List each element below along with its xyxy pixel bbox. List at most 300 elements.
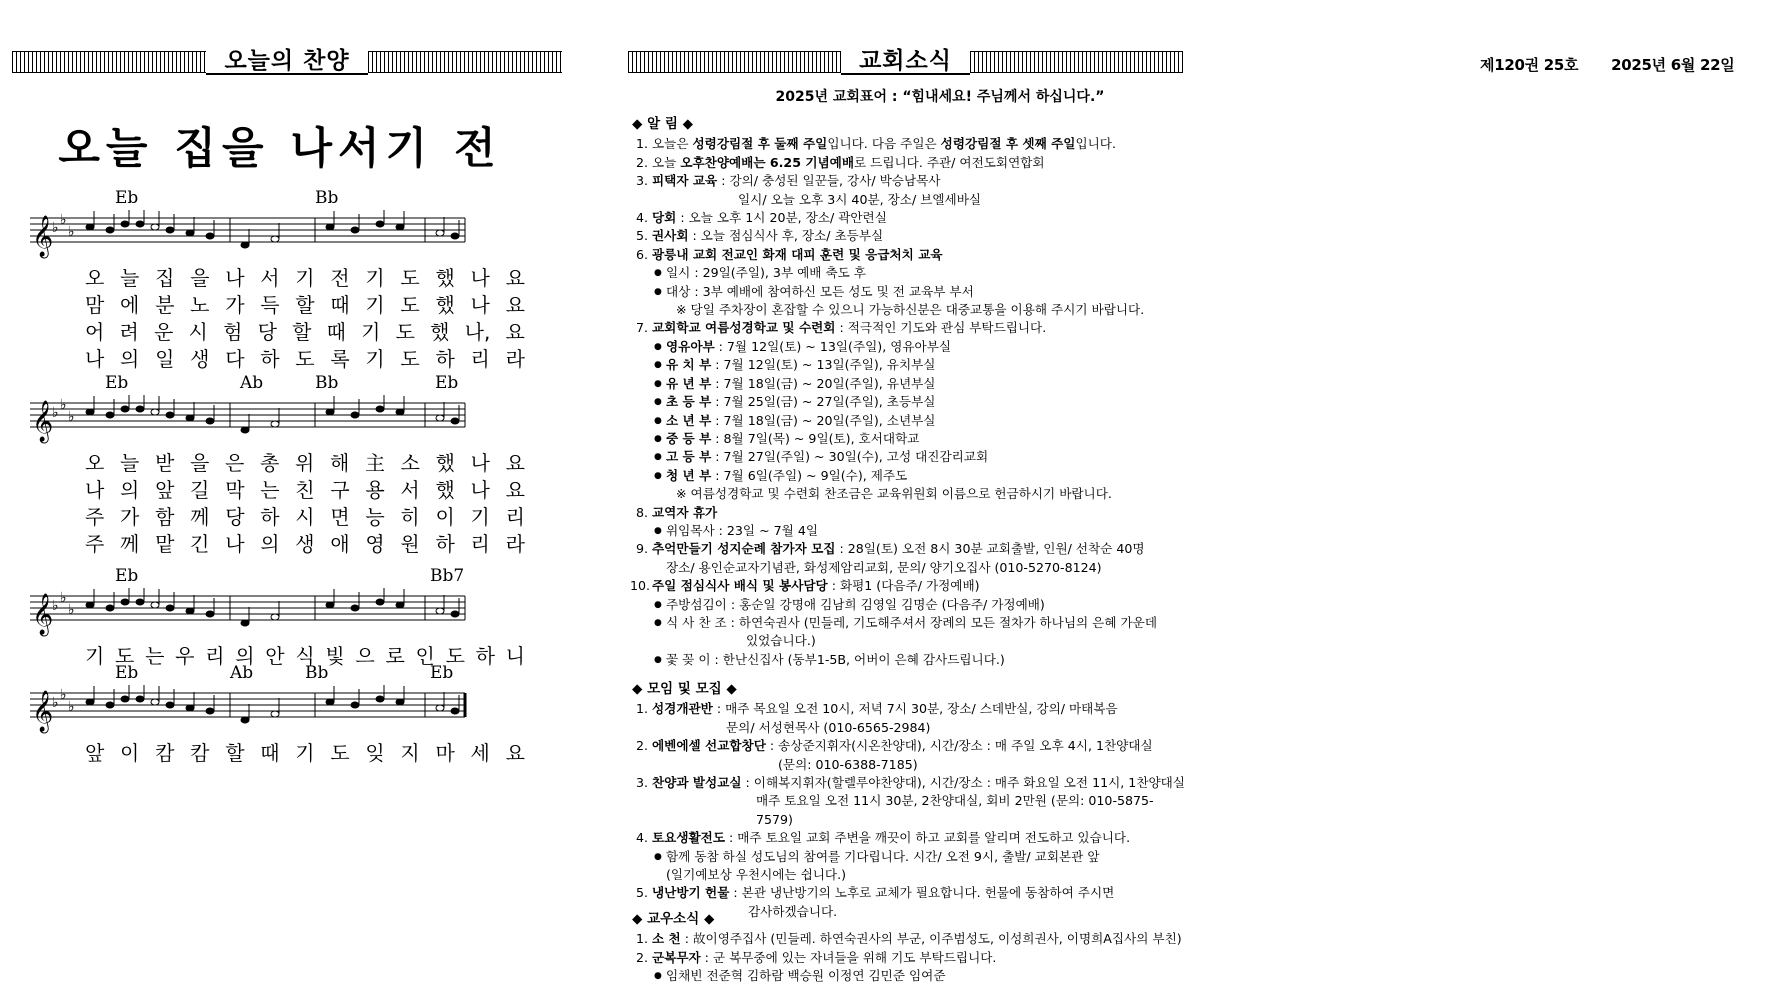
lyric-syllable: 생 — [190, 347, 210, 371]
lyric-syllable: 생 — [295, 532, 315, 556]
music-staff — [30, 685, 470, 735]
lyric-syllable: 인 — [415, 644, 435, 668]
lyric-syllable: 께 — [190, 505, 210, 529]
flat-icon: ♭ — [68, 699, 75, 715]
lyric-syllable: 이 — [120, 741, 140, 765]
music-staff — [30, 395, 470, 445]
lyric-syllable: 는 — [260, 478, 280, 502]
note-head — [451, 611, 459, 617]
note-head — [206, 418, 214, 424]
note-head — [136, 599, 144, 605]
lyric-syllable: 원 — [400, 532, 420, 556]
lyric-syllable: 했 — [435, 478, 455, 502]
lyric-syllable: 하 — [435, 532, 455, 556]
item-number: 2. — [636, 154, 649, 170]
lyric-syllable: 할 — [295, 293, 315, 317]
bullet-icon: ● — [654, 378, 662, 389]
lyric-syllable: 맘 — [85, 293, 105, 317]
lyric-syllable: 나 — [225, 532, 245, 556]
item-number: 3. — [636, 173, 649, 189]
note-head — [436, 415, 444, 421]
church-motto: 2025년 교회표어 : “힘내세요! 주님께서 하십니다.” — [775, 89, 1105, 105]
list-item: 있었습니다.) — [746, 633, 816, 649]
note-head — [436, 608, 444, 614]
lyric-syllable: 용 — [365, 478, 385, 502]
lyric-syllable: 했 — [435, 451, 455, 475]
flat-icon: ♭ — [68, 602, 75, 618]
note-head — [351, 702, 359, 708]
list-item: 10. 주일 점심식사 배식 및 봉사담당 : 화평1 (다음주/ 가정예배) — [628, 577, 1188, 595]
note-head — [166, 702, 174, 708]
bullet-icon: ● — [654, 470, 662, 481]
lyric-line — [85, 316, 525, 345]
lyric-syllable: 리 — [470, 532, 490, 556]
lyric-syllable: 나 — [225, 266, 245, 290]
bullet-icon: ● — [654, 599, 662, 610]
note-head — [271, 711, 279, 717]
lyric-line — [85, 528, 525, 557]
lyric-syllable: 당 — [257, 320, 277, 344]
list-item: ● 임채빈 전준혁 김하람 백승원 이정연 김민준 임여준 — [628, 967, 1188, 985]
flat-icon: ♭ — [52, 220, 59, 236]
lyric-syllable: 도 — [115, 644, 135, 668]
note-head — [206, 611, 214, 617]
bullet-icon: ● — [654, 433, 662, 444]
lyric-syllable: 기 — [295, 266, 315, 290]
lyric-syllable: 총 — [260, 451, 280, 475]
lyric-syllable: 기 — [361, 320, 381, 344]
lyric-syllable: 主 — [365, 451, 385, 475]
lyric-syllable: 할 — [225, 741, 245, 765]
lyric-syllable: 려 — [119, 320, 139, 344]
note-head — [241, 717, 249, 723]
chord-symbol: Eb — [115, 566, 139, 586]
list-item: ※ 여름성경학교 및 수련회 찬조금은 교육위원회 이름으로 헌금하시기 바랍니다. — [676, 486, 1112, 502]
bullet-icon: ● — [654, 851, 662, 862]
list-item: 매주 토요일 오전 11시 30분, 2찬양대실, 회비 2만원 (문의: 010-5875-7579) — [756, 793, 1154, 827]
item-number: 4. — [636, 210, 649, 226]
bullet-icon: ● — [654, 654, 662, 665]
chord-symbol: Bb — [315, 188, 339, 208]
chord-symbol: Ab — [240, 373, 264, 393]
lyric-syllable: 길 — [190, 478, 210, 502]
lyric-syllable: 친 — [295, 478, 315, 502]
list-item: ● 주방섬김이 : 홍순일 강명애 김남희 김영일 김명순 (다음주/ 가정예배) — [628, 596, 1188, 614]
chord-symbol: Bb — [315, 373, 339, 393]
lyric-syllable: 기 — [295, 741, 315, 765]
list-item: ● 청 년 부 : 7월 6일(주일) ~ 9일(수), 제주도 — [628, 467, 1188, 485]
lyric-syllable: 은 — [225, 451, 245, 475]
lyric-syllable: 하 — [475, 644, 495, 668]
lyric-syllable: 어 — [85, 320, 105, 344]
note-head — [186, 230, 194, 236]
flat-icon: ♭ — [60, 590, 67, 606]
lyric-syllable: 나 — [470, 478, 490, 502]
hymn-title: 오늘 집을 나서기 전 — [58, 124, 502, 174]
lyric-syllable: 하 — [260, 505, 280, 529]
notices-title: ◆ 알 림 ◆ — [632, 116, 693, 132]
note-head — [121, 406, 129, 412]
note-head — [396, 409, 404, 415]
lyric-syllable: 도 — [400, 347, 420, 371]
hatch-right-decoration — [368, 51, 562, 73]
lyric-line — [85, 737, 525, 766]
note-head — [376, 221, 384, 227]
list-item: 6. 광릉내 교회 전교인 화재 대피 훈련 및 응급처치 교육 — [628, 246, 1188, 264]
note-head — [186, 415, 194, 421]
lyric-syllable: 도 — [295, 347, 315, 371]
note-head — [151, 602, 159, 608]
note-head — [86, 699, 94, 705]
notices-section — [628, 115, 1188, 669]
bullet-icon: ● — [654, 360, 662, 371]
lyric-syllable: 늘 — [120, 451, 140, 475]
item-number: 2. — [636, 738, 649, 754]
lyric-syllable: 늘 — [120, 266, 140, 290]
lyric-syllable: 리 — [205, 644, 225, 668]
lyric-syllable: 안 — [265, 644, 285, 668]
lyric-syllable: 나 — [470, 266, 490, 290]
lyric-syllable: 험 — [223, 320, 243, 344]
lyric-syllable: 잊 — [365, 741, 385, 765]
list-item: (문의: 010-6388-7185) — [778, 756, 918, 772]
list-item: 5. 권사회 : 오늘 점심식사 후, 장소/ 초등부실 — [628, 227, 1188, 245]
note-head — [186, 705, 194, 711]
note-head — [121, 221, 129, 227]
lyric-line — [85, 447, 525, 476]
list-item: 1. 소 천 : 故이영주집사 (민들레. 하연숙권사의 부군, 이주범성도, 이성희권사, 이명희A집사의 부친) — [628, 930, 1188, 948]
flat-icon: ♭ — [52, 598, 59, 614]
edition-volume: 제120권 25호 — [1480, 56, 1579, 74]
chord-symbol: Bb — [305, 663, 329, 683]
flat-icon: ♭ — [60, 687, 67, 703]
meetings-list — [628, 700, 1188, 921]
lyric-syllable: 의 — [120, 347, 140, 371]
list-item: ● 꽃 꽂 이 : 한난신집사 (동부1-5B, 어버이 은혜 감사드립니다.) — [628, 651, 1188, 669]
note-head — [106, 227, 114, 233]
item-number: 5. — [636, 885, 649, 901]
lyric-syllable: 전 — [330, 266, 350, 290]
lyric-line — [85, 262, 525, 291]
lyric-syllable: 시 — [188, 320, 208, 344]
lyric-syllable: 구 — [330, 478, 350, 502]
bullet-icon: ● — [654, 397, 662, 408]
lyric-syllable: 을 — [190, 451, 210, 475]
list-item: 8. 교역자 휴가 — [628, 504, 1188, 522]
list-item: ● 식 사 찬 조 : 하연숙권사 (민들레, 기도해주셔서 장례의 모든 절차가 하나님의 은혜 가운데 — [628, 614, 1188, 632]
members-list — [628, 930, 1188, 985]
chord-symbol: Eb — [115, 663, 139, 683]
flat-icon: ♭ — [68, 224, 75, 240]
note-head — [326, 224, 334, 230]
note-head — [376, 599, 384, 605]
lyric-syllable: 도 — [395, 320, 415, 344]
bullet-icon: ● — [654, 341, 662, 352]
bullet-icon: ● — [654, 617, 662, 628]
lyric-syllable: 이 — [435, 505, 455, 529]
lyric-syllable: 기 — [85, 644, 105, 668]
treble-clef-icon: 𝄞 — [32, 216, 54, 257]
list-item: ● 위임목사 : 23일 ~ 7월 4일 — [628, 522, 1188, 540]
lyric-syllable: 캄 — [155, 741, 175, 765]
lyric-line — [85, 501, 525, 530]
bullet-icon: ● — [654, 971, 662, 982]
lyric-syllable: 함 — [155, 505, 175, 529]
lyric-syllable: 위 — [295, 451, 315, 475]
lyric-syllable: 집 — [155, 266, 175, 290]
note-head — [86, 602, 94, 608]
lyric-syllable: 빛 — [325, 644, 345, 668]
note-head — [396, 602, 404, 608]
lyric-syllable: 능 — [365, 505, 385, 529]
lyric-syllable: 니 — [505, 644, 525, 668]
lyric-syllable: 받 — [155, 451, 175, 475]
lyric-syllable: 지 — [400, 741, 420, 765]
lyric-syllable: 했 — [430, 320, 450, 344]
lyric-syllable: 노 — [190, 293, 210, 317]
note-head — [451, 708, 459, 714]
note-head — [86, 409, 94, 415]
list-item: ● 유 치 부 : 7월 12일(토) ~ 13일(주일), 유치부실 — [628, 356, 1188, 374]
note-head — [396, 699, 404, 705]
chord-symbol: Eb — [435, 373, 459, 393]
lyric-syllable: 하 — [260, 347, 280, 371]
lyric-syllable: 나, — [464, 320, 491, 344]
item-number: 3. — [636, 775, 649, 791]
list-item: 3. 피택자 교육 : 강의/ 충성된 일꾼들, 강사/ 박승남목사 — [628, 172, 1188, 190]
item-number: 10. — [630, 578, 651, 594]
note-head — [121, 696, 129, 702]
lyric-syllable: 라 — [505, 532, 525, 556]
list-item: 장소/ 용인순교자기념관, 화성제암리교회, 문의/ 양기오집사 (010-5270-8124) — [666, 559, 1102, 575]
hymn-section-title: 오늘의 찬양 — [206, 49, 367, 75]
flat-icon: ♭ — [52, 405, 59, 421]
treble-clef-icon: 𝄞 — [32, 594, 54, 635]
lyric-syllable: 앞 — [85, 741, 105, 765]
lyric-line — [85, 474, 525, 503]
note-head — [151, 699, 159, 705]
bullet-icon: ● — [654, 415, 662, 426]
chord-symbol: Eb — [105, 373, 129, 393]
lyric-syllable: 막 — [225, 478, 245, 502]
lyric-line — [85, 289, 525, 318]
note-head — [86, 224, 94, 230]
treble-clef-icon: 𝄞 — [32, 401, 54, 442]
lyric-syllable: 긴 — [190, 532, 210, 556]
members-section — [628, 910, 1188, 986]
note-head — [326, 699, 334, 705]
note-head — [166, 227, 174, 233]
lyric-syllable: 서 — [260, 266, 280, 290]
lyric-syllable: 앞 — [155, 478, 175, 502]
lyric-syllable: 영 — [365, 532, 385, 556]
music-staff — [30, 588, 470, 638]
note-head — [271, 421, 279, 427]
lyric-syllable: 오 — [85, 266, 105, 290]
item-number: 1. — [636, 136, 649, 152]
list-item: 4. 토요생활전도 : 매주 토요일 교회 주변을 깨끗이 하고 교회를 알리며 전도하고 있습니다. — [628, 829, 1188, 847]
note-head — [166, 605, 174, 611]
lyric-syllable: 애 — [330, 532, 350, 556]
lyric-syllable: 맡 — [155, 532, 175, 556]
chord-symbol: Ab — [230, 663, 254, 683]
note-head — [106, 605, 114, 611]
lyric-syllable: 리 — [470, 347, 490, 371]
note-head — [351, 412, 359, 418]
list-item: ● 초 등 부 : 7월 25일(금) ~ 27일(주일), 초등부실 — [628, 393, 1188, 411]
note-head — [376, 696, 384, 702]
note-head — [326, 409, 334, 415]
lyric-syllable: 나 — [85, 347, 105, 371]
edition-date: 2025년 6월 22일 — [1611, 56, 1735, 74]
hatch-left-decoration — [628, 51, 841, 73]
news-section-title: 교회소식 — [841, 49, 970, 75]
lyric-syllable: 나 — [85, 478, 105, 502]
bullet-icon: ● — [654, 268, 662, 279]
lyric-syllable: 의 — [260, 532, 280, 556]
note-head — [151, 409, 159, 415]
treble-clef-icon: 𝄞 — [32, 691, 54, 732]
notices-list — [628, 135, 1188, 669]
lyric-syllable: 기 — [365, 266, 385, 290]
note-head — [136, 696, 144, 702]
lyric-syllable: 요 — [505, 478, 525, 502]
lyric-line — [85, 343, 525, 372]
note-head — [271, 236, 279, 242]
note-head — [241, 620, 249, 626]
list-item: 4. 당회 : 오늘 오후 1시 20분, 장소/ 곽안련실 — [628, 209, 1188, 227]
meetings-title: ◆ 모임 및 모집 ◆ — [632, 681, 737, 697]
flat-icon: ♭ — [60, 397, 67, 413]
meetings-section — [628, 680, 1188, 921]
note-head — [396, 224, 404, 230]
lyric-syllable: 식 — [295, 644, 315, 668]
lyric-syllable: 때 — [260, 741, 280, 765]
lyric-syllable: 기 — [365, 293, 385, 317]
lyric-syllable: 는 — [145, 644, 165, 668]
list-item: 2. 에벤에셀 선교합창단 : 송상준지휘자(시온찬양대), 시간/장소 : 매 주일 오후 4시, 1찬양대실 — [628, 737, 1188, 755]
lyric-syllable: 때 — [330, 293, 350, 317]
item-number: 2. — [636, 949, 649, 965]
list-item: 1. 오늘은 성령강림절 후 둘째 주일입니다. 다음 주일은 성령강림절 후 셋째 주일입니다. — [628, 135, 1188, 153]
note-head — [166, 412, 174, 418]
lyric-syllable: 소 — [400, 451, 420, 475]
item-number: 7. — [636, 320, 649, 336]
note-head — [241, 242, 249, 248]
list-item: ● 유 년 부 : 7월 18일(금) ~ 20일(주일), 유년부실 — [628, 375, 1188, 393]
bullet-icon: ● — [654, 525, 662, 536]
list-item: ※ 당일 주차장이 혼잡할 수 있으니 가능하신분은 대중교통을 이용해 주시기 바랍니다. — [676, 302, 1145, 318]
list-item: 2. 오늘 오후찬양예배는 6.25 기념예배로 드립니다. 주관/ 여전도회연합회 — [628, 154, 1188, 172]
note-head — [151, 224, 159, 230]
list-item: ● 고 등 부 : 7월 27일(주일) ~ 30일(수), 고성 대진감리교회 — [628, 448, 1188, 466]
note-head — [206, 233, 214, 239]
lyric-syllable: 당 — [225, 505, 245, 529]
list-item: 문의/ 서성현목사 (010-6565-2984) — [726, 719, 931, 735]
members-title: ◆ 교우소식 ◆ — [632, 911, 715, 927]
lyric-syllable: 가 — [120, 505, 140, 529]
lyric-syllable: 기 — [365, 347, 385, 371]
flat-icon: ♭ — [60, 212, 67, 228]
lyric-syllable: 의 — [120, 478, 140, 502]
lyric-syllable: 했 — [435, 293, 455, 317]
lyric-syllable: 께 — [120, 532, 140, 556]
lyric-syllable: 마 — [435, 741, 455, 765]
item-number: 1. — [636, 701, 649, 717]
chord-symbol: Eb — [115, 188, 139, 208]
lyric-syllable: 오 — [85, 451, 105, 475]
note-head — [186, 608, 194, 614]
list-item: ● 소 년 부 : 7월 18일(금) ~ 20일(주일), 소년부실 — [628, 412, 1188, 430]
lyric-syllable: 분 — [155, 293, 175, 317]
note-head — [206, 708, 214, 714]
lyric-syllable: 다 — [225, 347, 245, 371]
note-head — [271, 614, 279, 620]
note-head — [106, 702, 114, 708]
list-item: ● 대상 : 3부 예배에 참여하신 모든 성도 및 전 교육부 부서 — [628, 283, 1188, 301]
lyric-syllable: 했 — [435, 266, 455, 290]
item-number: 4. — [636, 830, 649, 846]
lyric-syllable: 나 — [470, 293, 490, 317]
lyric-syllable: 하 — [435, 347, 455, 371]
lyric-syllable: 요 — [505, 293, 525, 317]
lyric-syllable: 도 — [400, 266, 420, 290]
lyric-syllable: 캄 — [190, 741, 210, 765]
lyric-syllable: 도 — [330, 741, 350, 765]
flat-icon: ♭ — [68, 409, 75, 425]
lyric-syllable: 도 — [400, 293, 420, 317]
lyric-syllable: 요 — [505, 266, 525, 290]
lyric-syllable: 나 — [470, 451, 490, 475]
lyric-syllable: 서 — [400, 478, 420, 502]
lyric-syllable: 히 — [400, 505, 420, 529]
item-number: 1. — [636, 931, 649, 947]
hatch-left-decoration — [12, 51, 206, 73]
lyric-syllable: 록 — [330, 347, 350, 371]
note-head — [436, 705, 444, 711]
list-item: ● 함께 동참 하실 성도님의 참여를 기다립니다. 시간/ 오전 9시, 출발/ 교회본관 앞 — [628, 848, 1188, 866]
lyric-syllable: 기 — [470, 505, 490, 529]
item-number: 6. — [636, 246, 649, 262]
lyric-syllable: 요 — [505, 451, 525, 475]
list-item: ● 영유아부 : 7월 12일(토) ~ 13일(주일), 영유아부실 — [628, 338, 1188, 356]
lyric-syllable: 일 — [155, 347, 175, 371]
note-head — [136, 221, 144, 227]
item-number: 5. — [636, 228, 649, 244]
lyric-syllable: 가 — [225, 293, 245, 317]
music-staff — [30, 210, 470, 260]
list-item: ● 일시 : 29일(주일), 3부 예배 축도 후 — [628, 264, 1188, 282]
lyric-syllable: 리 — [505, 505, 525, 529]
list-item: 2. 군복무자 : 군 복무중에 있는 자녀들을 위해 기도 부탁드립니다. — [628, 949, 1188, 967]
list-item: 1. 성경개관반 : 매주 목요일 오전 10시, 저녁 7시 30분, 장소/ 스데반실, 강의/ 마태복음 — [628, 700, 1188, 718]
hatch-right-decoration — [970, 51, 1183, 73]
note-head — [436, 230, 444, 236]
lyric-syllable: 할 — [292, 320, 312, 344]
lyric-syllable: 면 — [330, 505, 350, 529]
note-head — [121, 599, 129, 605]
list-item: 5. 냉난방기 헌물 : 본관 냉난방기의 노후로 교체가 필요합니다. 헌물에 동참하여 주시면 — [628, 884, 1188, 902]
note-head — [351, 227, 359, 233]
lyric-syllable: 주 — [85, 532, 105, 556]
lyric-syllable: 으 — [355, 644, 375, 668]
item-number: 8. — [636, 504, 649, 520]
bullet-icon: ● — [654, 286, 662, 297]
edition-info — [1480, 54, 1763, 75]
note-head — [241, 427, 249, 433]
lyric-syllable: 주 — [85, 505, 105, 529]
list-item: 9. 추억만들기 성지순례 참가자 모집 : 28일(토) 오전 8시 30분 교회출발, 인원/ 선착순 40명 — [628, 540, 1188, 558]
